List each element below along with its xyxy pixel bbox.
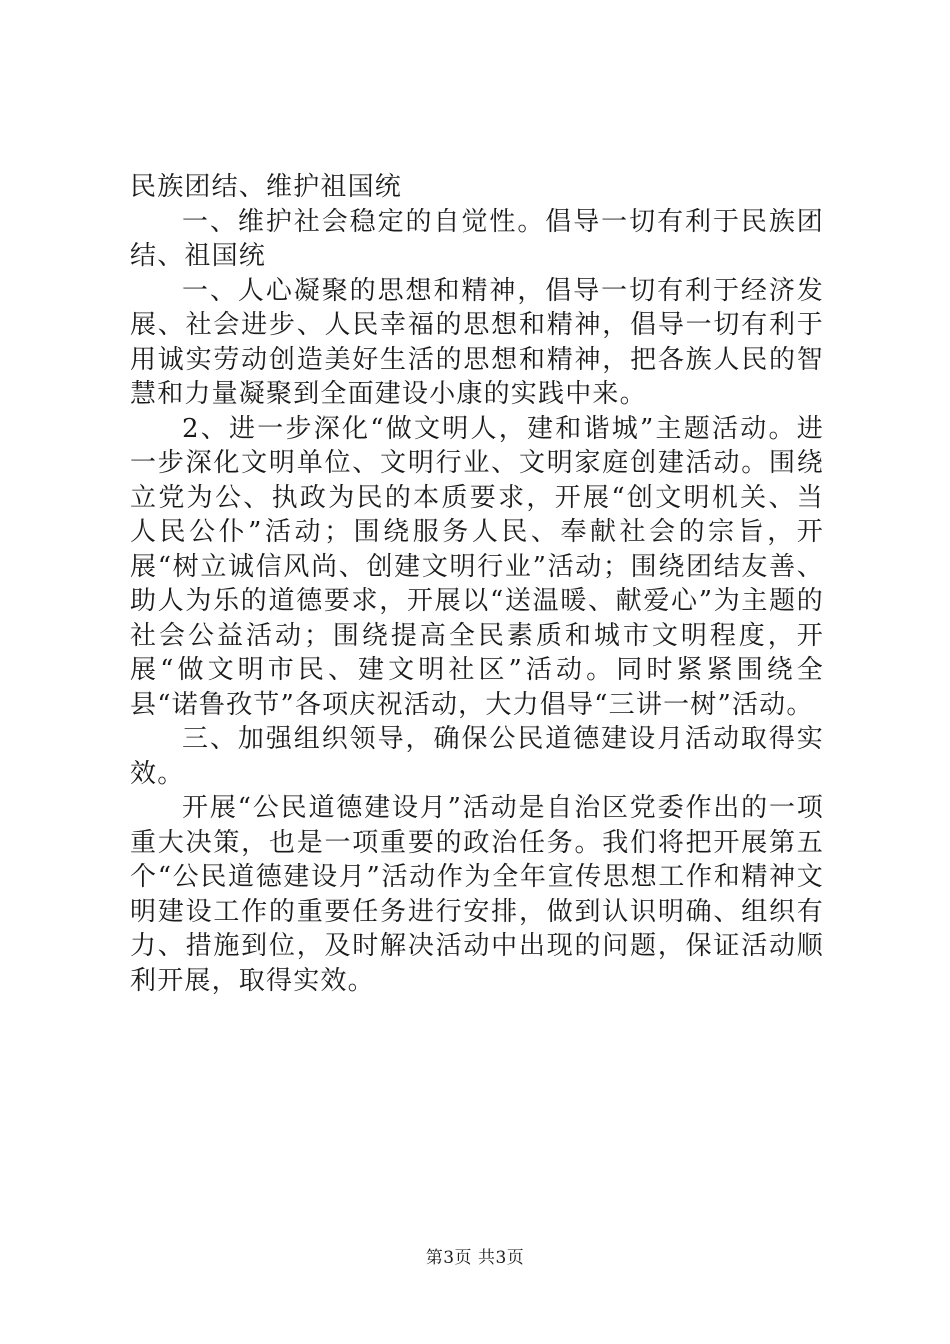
paragraph-1: 民族团结、维护祖国统 — [130, 172, 403, 202]
paragraph-6: 开展“公民道德建设月”活动是自治区党委作出的一项重大决策，也是一项重要的政治任务。我们将把开展第五个“公民道德建设月”活动作为全年宣传思想工作和精神文明建设工作的重要任务进行安排，做到认识明确、组织有力、措施到位，及时解决活动中出现的问题，保证活动顺利开展，取得实效。 — [130, 793, 824, 996]
page-number-label: 第3页 共3页 — [425, 1248, 525, 1268]
paragraph-3: 一、人心凝聚的思想和精神，倡导一切有利于经济发展、社会进步、人民幸福的思想和精神，倡导一切有利于用诚实劳动创造美好生活的思想和精神，把各族人民的智慧和力量凝聚到全面建设小康的实践中来。 — [130, 275, 824, 409]
page-footer — [0, 1243, 950, 1268]
paragraph-2: 一、维护社会稳定的自觉性。倡导一切有利于民族团结、祖国统 — [130, 206, 824, 271]
document-body — [130, 170, 824, 998]
paragraph-5: 三、加强组织领导，确保公民道德建设月活动取得实效。 — [130, 724, 824, 789]
paragraph-4: 2、进一步深化“做文明人，建和谐城”主题活动。进一步深化文明单位、文明行业、文明家庭创建活动。围绕立党为公、执政为民的本质要求，开展“创文明机关、当人民公仆”活动；围绕服务人民、奉献社会的宗旨，开展“树立诚信风尚、创建文明行业”活动；围绕团结友善、助人为乐的道德要求，开展以“送温暖、献爱心”为主题的社会公益活动；围绕提高全民素质和城市文明程度，开展“做文明市民、建文明社区”活动。同时紧紧围绕全县“诺鲁孜节”各项庆祝活动，大力倡导“三讲一树”活动。 — [130, 413, 824, 720]
